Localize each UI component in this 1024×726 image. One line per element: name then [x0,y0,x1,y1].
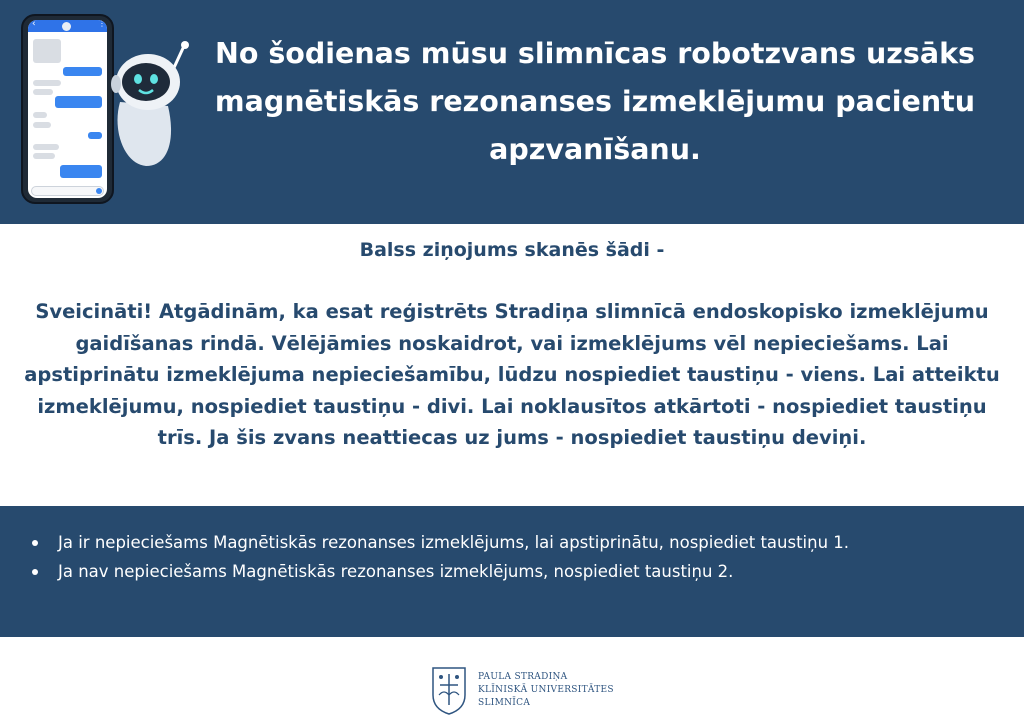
phone-screen [28,20,107,198]
hospital-emblem-icon [430,665,468,715]
bullet-icon [32,569,38,575]
chat-bubble-incoming [33,153,55,159]
phone-topbar [28,20,107,32]
more-icon: ⋮ [98,20,106,28]
bullet-icon [32,540,38,546]
voice-message-text: Sveicināti! Atgādinām, ka esat reģistrēts Stradiņa slimnīcā endoskopisko izmeklējumu gaidīšanas rindā. Vēlējāmies noskaidrot, vai izmeklējums vēl nepieciešams. Lai apstiprinātu izmeklējuma nepieciešamību, lūdzu nospiediet taustiņu - viens. Lai atteiktu izmeklējumu, nospiediet taustiņu - divi. Lai noklausītos atkārtoti - nospiediet taustiņu trīs. Ja šis zvans neattiecas uz jums - nospiediet taustiņu deviņi. [24,300,1000,449]
options-list [30,528,849,586]
option-text: Ja nav nepieciešams Magnētiskās rezonanses izmeklējums, nospiediet taustiņu 2. [58,562,734,581]
chat-bubble-outgoing [60,165,102,178]
chat-bubble-incoming [33,122,51,128]
avatar [62,22,71,31]
phone-message-input [31,186,104,196]
hospital-name-line: PAULA STRADIŅA [478,672,568,682]
robot-mascot-icon [110,40,190,170]
back-arrow-icon: ‹ [32,20,36,29]
voice-message-subtitle: Balss ziņojums skanēs šādi - [359,239,665,261]
chat-bubble-outgoing [55,96,102,108]
phone-chat-illustration [21,14,114,204]
chat-bubble-incoming [33,112,47,118]
send-icon [96,188,102,194]
hospital-name-line: SLIMNĪCA [478,698,531,708]
hospital-name [478,671,614,710]
chat-bubble-outgoing [88,132,102,139]
hospital-logo [430,665,614,717]
hospital-name-line: KLĪNISKĀ UNIVERSITĀTES [478,685,614,695]
chat-bubble-incoming [33,39,61,63]
option-item [30,557,849,586]
header-banner [0,0,1024,224]
option-text: Ja ir nepieciešams Magnētiskās rezonanses izmeklējums, lai apstiprinātu, nospiediet taustiņu 1. [58,533,850,552]
option-item [30,528,849,557]
chat-bubble-outgoing [63,67,102,76]
chat-bubble-incoming [33,144,59,150]
chat-bubble-incoming [33,89,53,95]
chat-bubble-incoming [33,80,61,86]
headline: No šodienas mūsu slimnīcas robotzvans uzsāks magnētiskās rezonanses izmeklējumu pacientu apzvanīšanu. [214,37,976,166]
options-panel [0,506,1024,637]
